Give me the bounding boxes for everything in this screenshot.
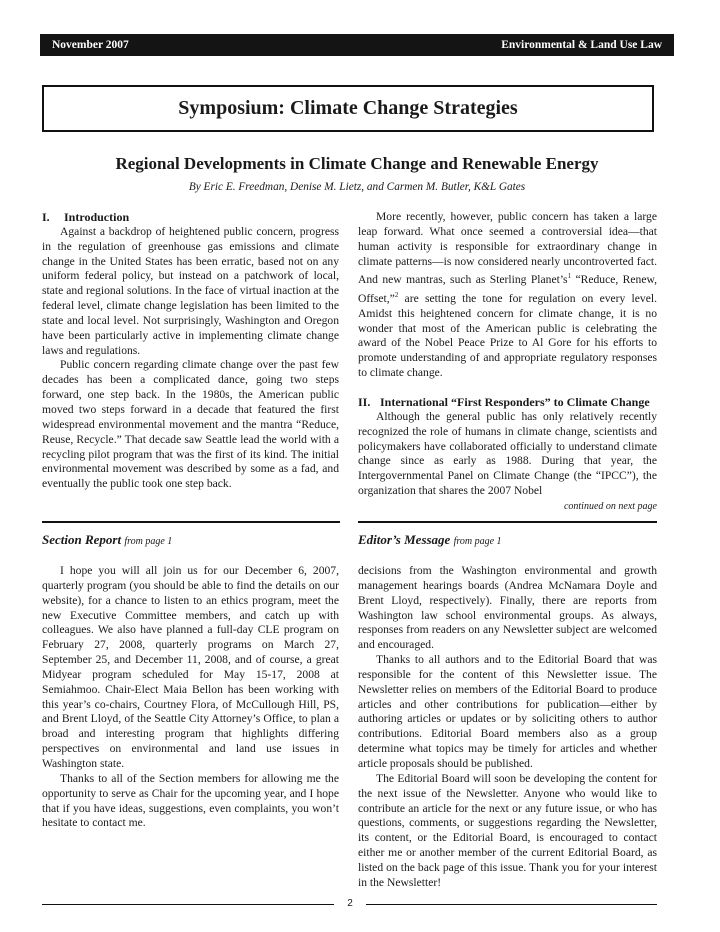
section-heading-first-responders (358, 395, 657, 410)
newsletter-section: Environmental & Land Use Law (501, 39, 662, 51)
editors-message-title: Editor’s Message from page 1 (358, 532, 502, 547)
paragraph: More recently, however, public concern has taken a large leap forward. What once seemed a controversial idea—that human activity is responsible for extraordinary change in climate patterns—is now considered nearly uncontroverted fact. And new mantras, such as Sterling $Planet’s^1$ “Reduce, Renew, Offset,”$^2$ are setting the tone for regulation on every level. Amidst this heightened concern for climate change, it is no wonder that most of the American public is celebrating the award of the Nobel Peace Prize to Al Gore for his efforts to promote understanding of and appropriate regulatory responses to climate change. (358, 210, 657, 380)
running-header (40, 34, 674, 56)
article-column-right (358, 210, 657, 515)
page-number: 2 (347, 898, 353, 909)
section-report-title: Section Report from page 1 (42, 532, 173, 547)
from-page-note: from page 1 (453, 536, 502, 547)
editors-message-body (358, 564, 657, 891)
footer-rule-left (42, 904, 334, 905)
from-page-note: from page 1 (124, 536, 173, 547)
symposium-title: Symposium: Climate Change Strategies (178, 97, 518, 119)
section-heading-text: International “First Responders” to Climate Change (380, 395, 650, 409)
section-heading-text: Introduction (64, 210, 130, 224)
footer-rule-right (366, 904, 657, 905)
paragraph: Public concern regarding climate change over the past few decades has been a complicated dance, going two steps forward, one step back. In the 1980s, the American public moved two steps forward in a decade that featured the first widespread environmental movement and the mantra “Reduce, Reuse, Recycle.” That decade saw Seattle lead the world with a recycling pilot program that was the first of its kind. The initial environmental movement was described by some as a fad, and eventually the public took one step back. (42, 358, 339, 491)
section-number: II. (358, 395, 371, 409)
paragraph: I hope you will all join us for our December 6, 2007, quarterly program (you should be able to find the details on our website), for a chance to listen to an ethics program, meet the new Executive Committee members, and catch up with colleagues. We also have planned a full-day CLE program on February 27, 2008, quarterly programs on March 27, September 25, and December 11, 2008, and of course, a great Midyear program scheduled for May 15-17, 2008 at Semiahmoo. Chair-Elect Maia Bellon has been working with this year’s co-chairs, Courtney Flora, of McCullough Hill, PS, and Brent Lloyd, of the Seattle City Attorney’s Office, to plan a broad and interesting program that highlights differing perspectives on environmental and land use issues in Washington state. (42, 564, 339, 770)
paragraph: Thanks to all of the Section members for allowing me the opportunity to serve as Chair for the upcoming year, and I hope that if you have ideas, suggestions, even complaints, you won’t hesitate to contact me. (42, 771, 339, 830)
issue-date: November 2007 (52, 39, 129, 51)
section-report-body (42, 564, 339, 831)
article-title: Regional Developments in Climate Change and Renewable Energy (115, 154, 599, 173)
paragraph: Against a backdrop of heightened public concern, progress in the regulation of greenhouse gas emissions and climate change in the United States has been erratic, based not on any uniform federal policy, but instead on a patchwork of local, state and regional solutions. In the face of virtual inaction at the federal level, climate change legislation has been limited to the state and local level. Not surprisingly, Washington and Oregon have been particularly active in implementing climate change laws and regulations. (42, 224, 339, 357)
section-rule-right (358, 521, 657, 523)
section-heading-introduction (42, 210, 339, 225)
paragraph: decisions from the Washington environmental and growth management hearings boards (Andrea McNamara Doyle and Brent Lloyd, respectively). Finally, there are reports from Washington law school environmental groups. As always, responses from readers on any Newsletter subject are welcomed and encouraged. (358, 564, 657, 652)
continued-note: continued on next page (563, 500, 657, 512)
section-rule-left (42, 521, 340, 523)
paragraph: The Editorial Board will soon be developing the content for the next issue of the Newsletter. Anyone who would like to contribute an article for the next or any future issue, or who has questions, comments, or suggestions regarding the Newsletter, its content, or the Editorial Board, is encouraged to contact either me or another member of the current Editorial Board, as listed on the back page of this issue. Thank you for your interest in the Newsletter! (358, 771, 657, 889)
article-byline: By Eric E. Freedman, Denise M. Lietz, and Carmen M. Butler, K&L Gates (188, 181, 526, 193)
section-number: I. (42, 210, 50, 224)
article-column-left (42, 210, 339, 492)
symposium-banner (42, 85, 654, 132)
paragraph: Although the general public has only relatively recently recognized the role of humans in climate change, scientists and policymakers have collaborated officially to understand climate change since as early as 1988. During that year, the Intergovernmental Panel on Climate Change (the “IPCC”), the organization that shares the 2007 Nobel (358, 409, 657, 498)
paragraph: Thanks to all authors and to the Editorial Board that was responsible for the content of this Newsletter issue. The Newsletter relies on members of the Editorial Board to produce articles and other contributions for publication—either by authoring articles or updates or by soliciting others to author contributions. Editorial Board members also as a group determine what topics may be timely for articles and whether article proposals should be published. (358, 653, 657, 770)
